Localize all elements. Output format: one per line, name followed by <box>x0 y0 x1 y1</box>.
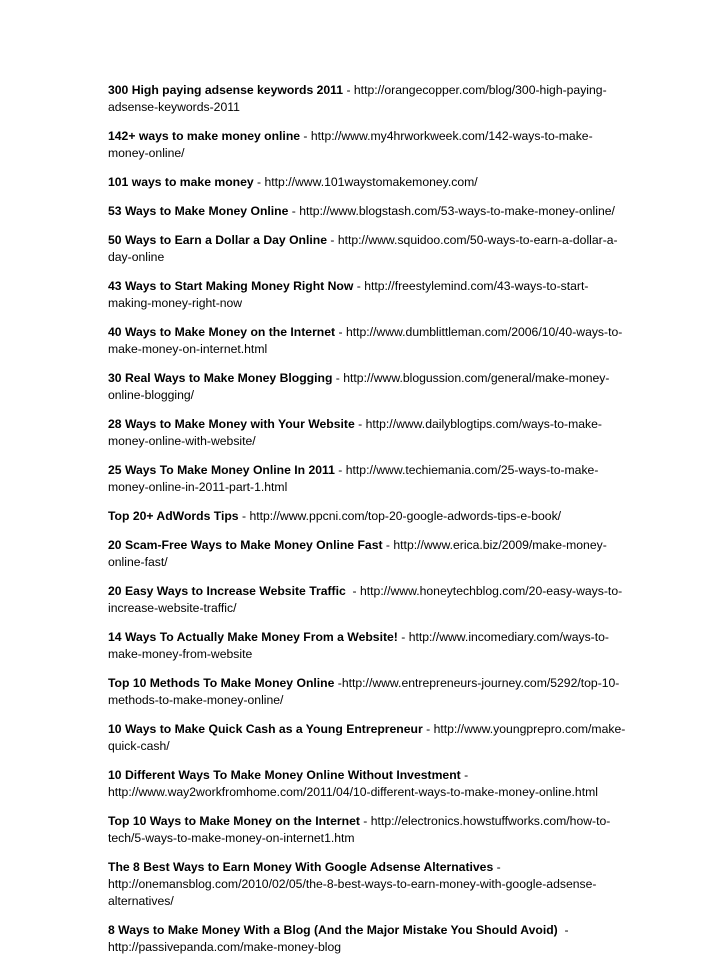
link-entry <box>108 416 628 450</box>
link-entry <box>108 82 628 116</box>
entry-title: 25 Ways To Make Money Online In 2011 <box>108 463 335 477</box>
entry-title: 53 Ways to Make Money Online <box>108 204 289 218</box>
link-entry <box>108 278 628 312</box>
entry-url[interactable]: http://www.dumblittleman.com/2006/10/40-ways-to-make-money-on-internet.html <box>108 325 623 356</box>
entry-title: 43 Ways to Start Making Money Right Now <box>108 279 354 293</box>
link-entry <box>108 537 628 571</box>
link-entry <box>108 629 628 663</box>
entry-separator: - <box>332 371 344 385</box>
entry-url[interactable]: http://www.squidoo.com/50-ways-to-earn-a-dollar-a-day-online <box>108 233 618 264</box>
entry-title: Top 20+ AdWords Tips <box>108 509 239 523</box>
entry-url[interactable]: http://passivepanda.com/make-money-blog <box>108 940 342 954</box>
entry-separator: - <box>335 325 346 339</box>
link-entry <box>108 370 628 404</box>
entry-title: 30 Real Ways to Make Money Blogging <box>108 371 333 385</box>
entry-url[interactable]: http://www.my4hrworkweek.com/142-ways-to-make-money-online/ <box>108 129 593 160</box>
entry-url[interactable]: http://www.entrepreneurs-journey.com/5292/top-10-methods-to-make-money-online/ <box>108 676 620 707</box>
entry-separator: - <box>460 768 472 782</box>
entry-separator: - <box>253 175 265 189</box>
entry-separator: - <box>343 83 354 97</box>
entry-title: 8 Ways to Make Money With a Blog (And the Major Mistake You Should Avoid) <box>108 923 558 937</box>
entry-url[interactable]: http://www.way2workfromhome.com/2011/04/10-different-ways-to-make-money-online.html <box>108 785 598 799</box>
link-entry <box>108 813 628 847</box>
entry-title: 14 Ways To Actually Make Money From a Website! <box>108 630 398 644</box>
link-entry <box>108 721 628 755</box>
link-entry <box>108 675 628 709</box>
link-entry <box>108 128 628 162</box>
entry-title: 10 Ways to Make Quick Cash as a Young Entrepreneur <box>108 722 423 736</box>
entry-url[interactable]: http://electronics.howstuffworks.com/how-to-tech/5-ways-to-make-money-on-internet1.htm <box>108 814 611 845</box>
entry-url[interactable]: http://www.dailyblogtips.com/ways-to-make-money-online-with-website/ <box>108 417 602 448</box>
entry-separator: - <box>557 923 572 937</box>
entry-url[interactable]: http://www.101waystomakemoney.com/ <box>264 175 478 189</box>
link-entry <box>108 767 628 801</box>
entry-url[interactable]: http://www.honeytechblog.com/20-easy-ways-to-increase-website-traffic/ <box>108 584 623 615</box>
entry-separator: - <box>327 233 338 247</box>
entry-separator: - <box>288 204 300 218</box>
link-entry <box>108 583 628 617</box>
entry-url[interactable]: http://www.blogussion.com/general/make-money-online-blogging/ <box>108 371 610 402</box>
entry-title: 20 Scam-Free Ways to Make Money Online Fast <box>108 538 383 552</box>
entry-title: 300 High paying adsense keywords 2011 <box>108 83 344 97</box>
entry-url[interactable]: http://www.incomediary.com/ways-to-make-money-from-website <box>108 630 609 661</box>
entry-separator: - <box>422 722 434 736</box>
link-entry <box>108 174 628 191</box>
entry-url[interactable]: http://www.blogstash.com/53-ways-to-make-money-online/ <box>299 204 615 218</box>
entry-separator: - <box>493 860 505 874</box>
entry-separator: - <box>334 676 342 690</box>
entry-title: 28 Ways to Make Money with Your Website <box>108 417 355 431</box>
link-entry <box>108 203 628 220</box>
entry-url[interactable]: http://onemansblog.com/2010/02/05/the-8-best-ways-to-earn-money-with-google-adsense-alternatives/ <box>108 877 597 908</box>
entry-title: The 8 Best Ways to Earn Money With Google Adsense Alternatives <box>108 860 494 874</box>
entry-separator: - <box>359 814 371 828</box>
entry-title: 40 Ways to Make Money on the Internet <box>108 325 336 339</box>
entry-title: Top 10 Ways to Make Money on the Internet <box>108 814 360 828</box>
entry-title: 142+ ways to make money online <box>108 129 301 143</box>
entry-separator: - <box>354 417 366 431</box>
entry-separator: - <box>300 129 311 143</box>
entry-separator: - <box>345 584 360 598</box>
entry-title: 50 Ways to Earn a Dollar a Day Online <box>108 233 327 247</box>
link-entry <box>108 232 628 266</box>
link-entry <box>108 922 628 956</box>
entry-separator: - <box>397 630 409 644</box>
entry-url[interactable]: http://www.ppcni.com/top-20-google-adwords-tips-e-book/ <box>249 509 562 523</box>
link-entry <box>108 508 628 525</box>
entry-separator: - <box>353 279 365 293</box>
entry-title: 101 ways to make money <box>108 175 254 189</box>
entry-url[interactable]: http://freestylemind.com/43-ways-to-start-making-money-right-now <box>108 279 589 310</box>
entry-title: 20 Easy Ways to Increase Website Traffic <box>108 584 346 598</box>
link-entry <box>108 859 628 910</box>
entry-url[interactable]: http://www.techiemania.com/25-ways-to-make-money-online-in-2011-part-1.html <box>108 463 599 494</box>
entry-title: 10 Different Ways To Make Money Online Without Investment <box>108 768 461 782</box>
entry-url[interactable]: http://orangecopper.com/blog/300-high-paying-adsense-keywords-2011 <box>108 83 607 114</box>
entry-url[interactable]: http://www.erica.biz/2009/make-money-online-fast/ <box>108 538 607 569</box>
document-page <box>108 82 628 968</box>
entry-url[interactable]: http://www.youngprepro.com/make-quick-cash/ <box>108 722 626 753</box>
link-entry <box>108 462 628 496</box>
entry-separator: - <box>382 538 394 552</box>
entry-separator: - <box>334 463 346 477</box>
link-entry <box>108 324 628 358</box>
entry-title: Top 10 Methods To Make Money Online <box>108 676 335 690</box>
entry-separator: - <box>238 509 250 523</box>
